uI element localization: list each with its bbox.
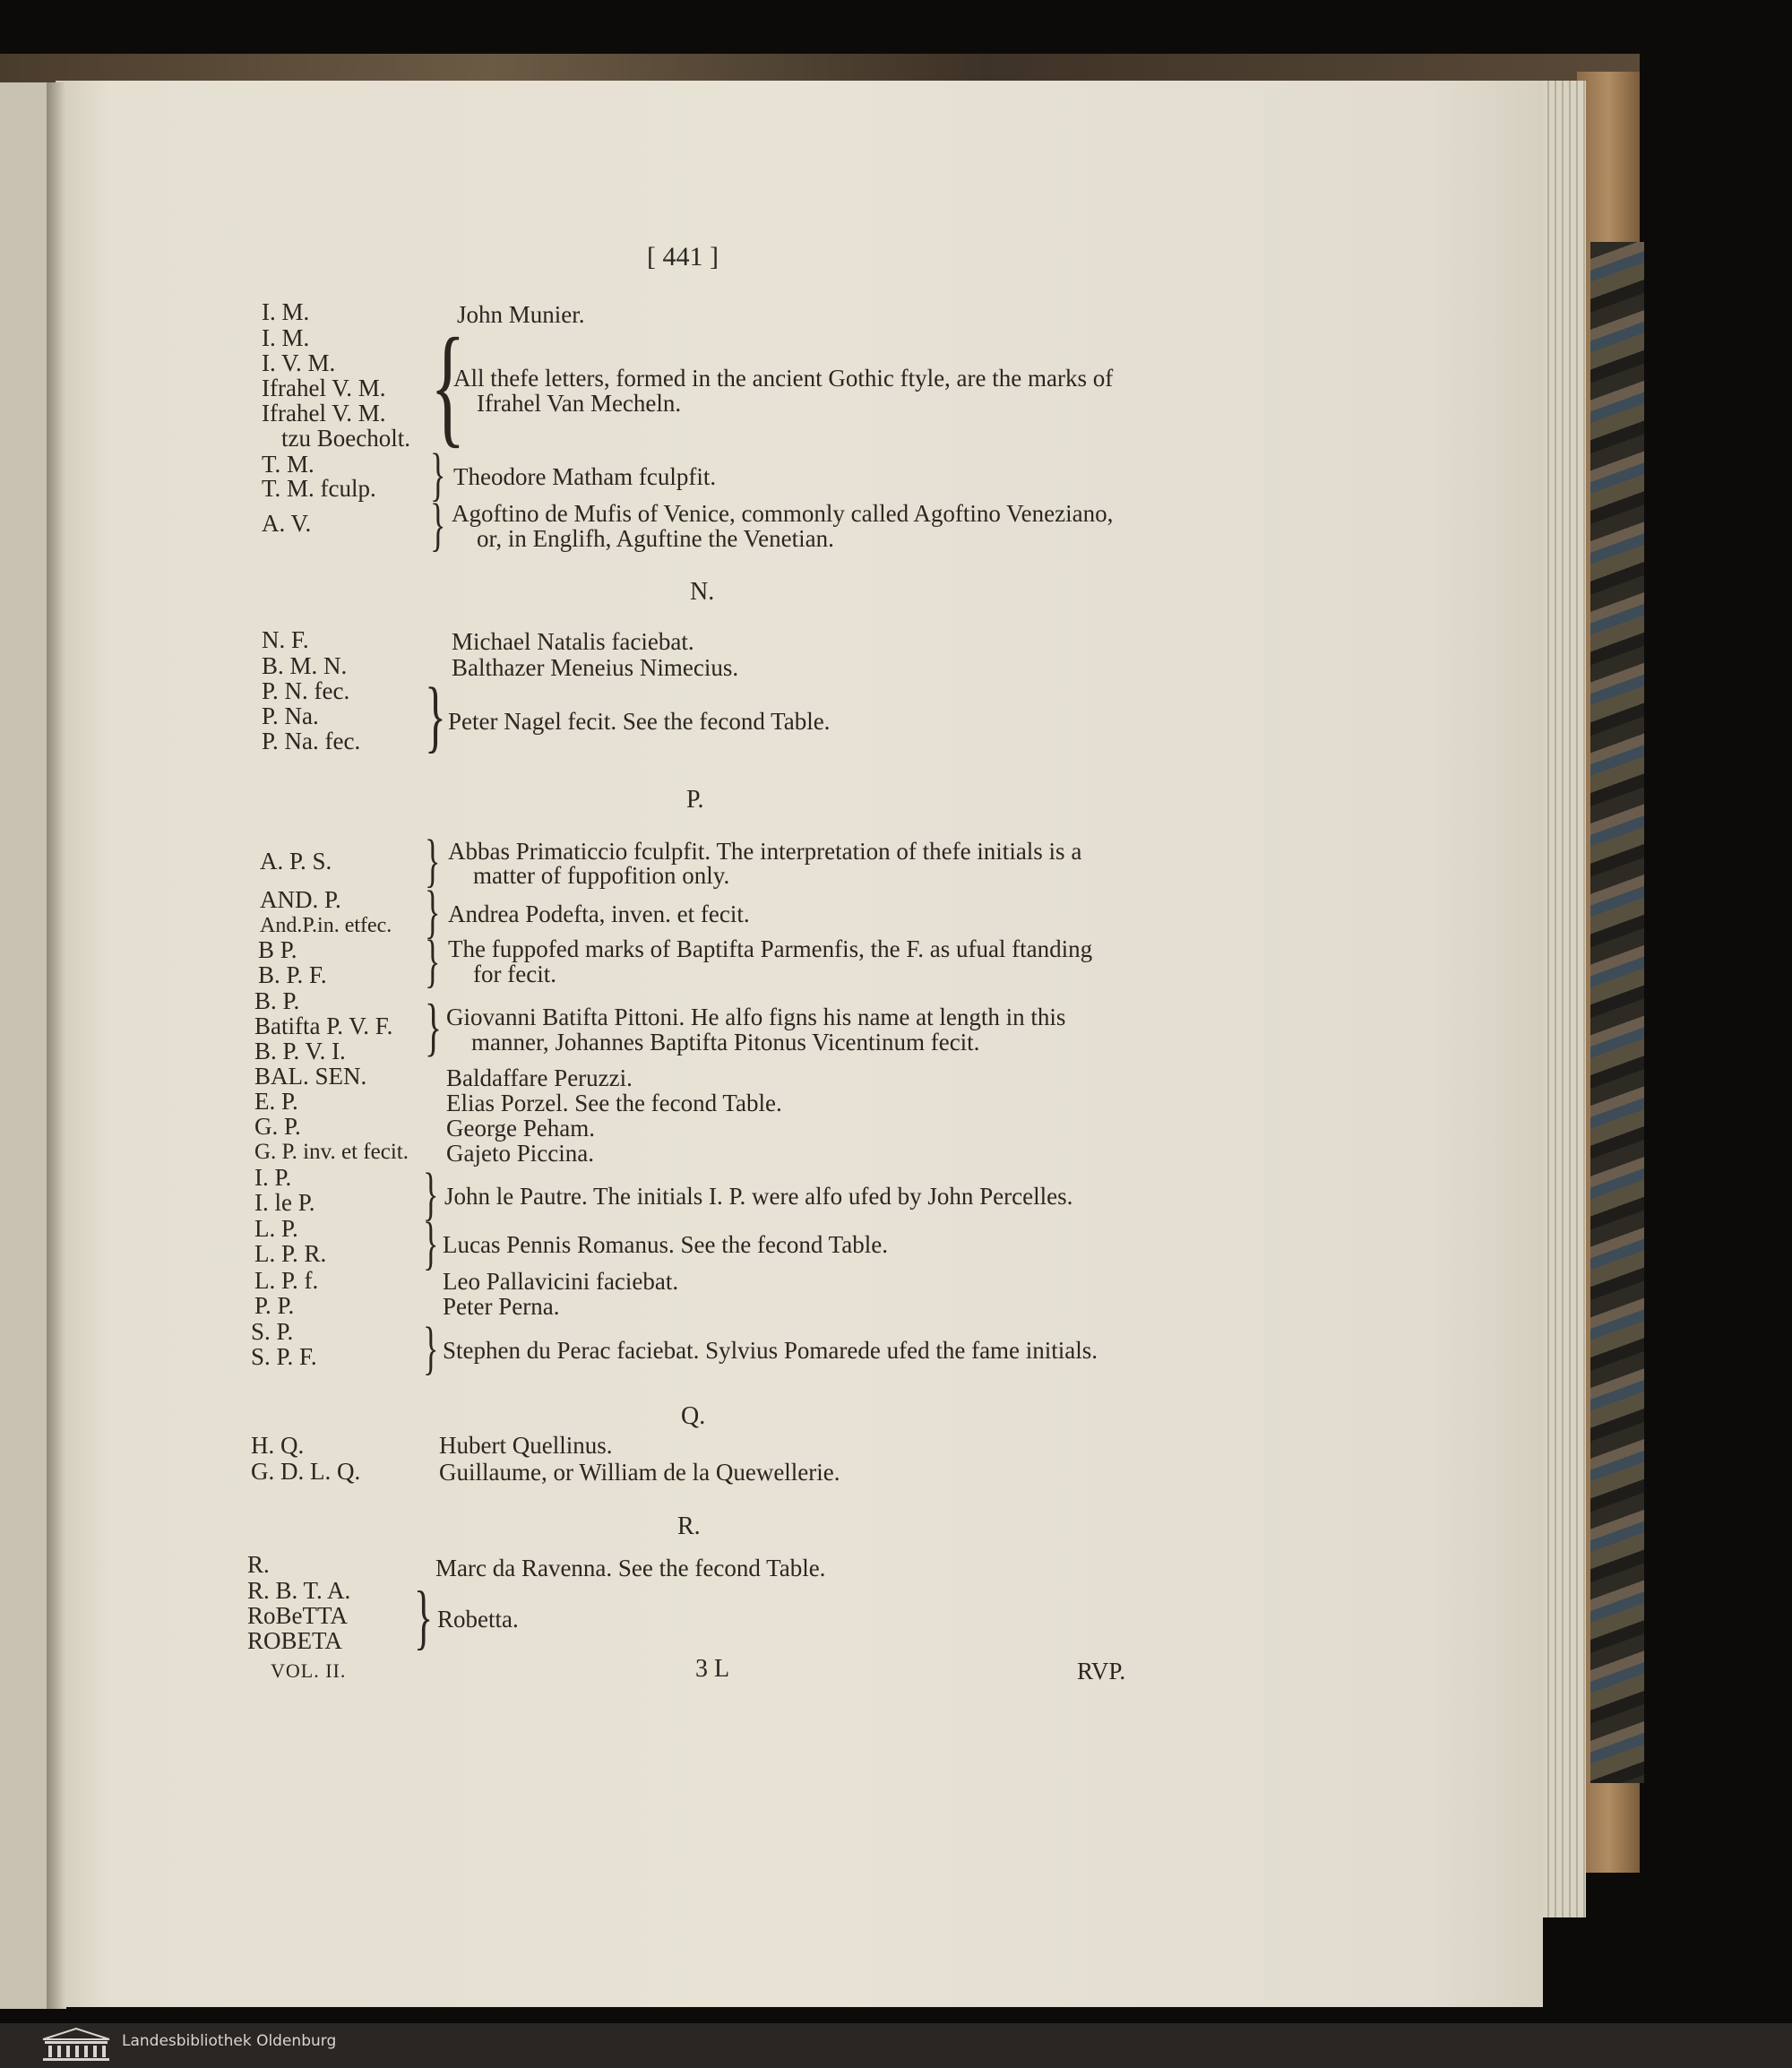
entry-text: John le Pautre. The initials I. P. were alfo ufed by John Percelles. <box>444 1183 1073 1210</box>
page-number: [ 441 ] <box>647 242 719 271</box>
mark: L. P. f. <box>254 1267 319 1294</box>
curly-brace: } <box>425 828 441 893</box>
entry-text: Guillaume, or William de la Quewellerie. <box>439 1459 840 1486</box>
entry-text: George Peham. <box>446 1115 595 1142</box>
mark: B. P. F. <box>258 961 327 988</box>
mark: I. V. M. <box>262 349 336 376</box>
mark: R. B. T. A. <box>247 1577 351 1604</box>
curly-brace: } <box>423 1315 439 1381</box>
entry-text: or, in Englifh, Aguftine the Venetian. <box>477 525 834 552</box>
mark: R. <box>247 1551 270 1578</box>
section-heading-p: P. <box>686 786 704 814</box>
mark: B. M. N. <box>262 652 348 679</box>
entry-text: Michael Natalis faciebat. <box>452 628 694 655</box>
mark: A. V. <box>262 510 312 537</box>
mark: I. M. <box>262 324 310 351</box>
section-heading-n: N. <box>690 578 715 606</box>
mark: L. P. <box>254 1215 298 1242</box>
mark: Ifrahel V. M. <box>262 375 386 401</box>
mark: T. M. <box>262 451 314 478</box>
mark: S. P. F. <box>251 1343 317 1370</box>
entry-text: All thefe letters, formed in the ancient Gothic ftyle, are the marks of <box>453 365 1114 392</box>
mark: N. F. <box>262 626 309 653</box>
mark: G. D. L. Q. <box>251 1458 361 1485</box>
mark: A. P. S. <box>260 848 332 875</box>
mark: ROBETA <box>247 1627 342 1654</box>
curly-brace: } <box>425 672 446 761</box>
entry-text: Lucas Pennis Romanus. See the fecond Table. <box>443 1231 888 1258</box>
mark: B P. <box>258 936 297 963</box>
curly-brace: } <box>425 928 441 994</box>
mark: L. P. R. <box>254 1240 327 1267</box>
mark: P. Na. fec. <box>262 728 361 754</box>
mark: Ifrahel V. M. <box>262 400 386 427</box>
mark: S. P. <box>251 1318 294 1345</box>
curly-brace: } <box>430 492 446 557</box>
entry-text: The fuppofed marks of Baptifta Parmenfis, the F. as ufual ftanding <box>448 935 1093 962</box>
entry-text: Gajeto Piccina. <box>446 1140 594 1167</box>
curly-brace: { <box>430 311 466 460</box>
mark: BAL. SEN. <box>254 1063 367 1090</box>
curly-brace: } <box>423 1211 439 1276</box>
mark: E. P. <box>254 1088 298 1115</box>
mark: tzu Boecholt. <box>281 425 410 452</box>
mark: Batifta P. V. F. <box>254 1012 393 1039</box>
entry-text: Stephen du Perac faciebat. Sylvius Pomarede ufed the fame initials. <box>443 1337 1098 1364</box>
entry-text: Peter Nagel fecit. See the fecond Table. <box>448 708 831 735</box>
section-heading-r: R. <box>677 1512 701 1540</box>
curly-brace: } <box>430 442 446 507</box>
catchword: RVP. <box>1077 1658 1126 1685</box>
mark: P. P. <box>254 1292 295 1319</box>
mark: B. P. <box>254 987 300 1014</box>
entry-text: matter of fuppofition only. <box>473 862 730 889</box>
mark: I. le P. <box>254 1189 315 1216</box>
page-gutter <box>47 82 66 2009</box>
entry-text: Leo Pallavicini faciebat. <box>443 1268 679 1295</box>
entry-text: Abbas Primaticcio fculpfit. The interpretation of thefe initials is a <box>448 838 1082 865</box>
mark: H. Q. <box>251 1432 305 1459</box>
entry-text: Robetta. <box>437 1606 519 1633</box>
entry-text: Hubert Quellinus. <box>439 1432 613 1459</box>
entry-text: for fecit. <box>473 961 556 987</box>
section-heading-q: Q. <box>681 1402 706 1430</box>
library-logo-icon <box>39 2027 113 2063</box>
entry-text: Elias Porzel. See the fecond Table. <box>446 1090 782 1116</box>
entry-text: Marc da Ravenna. See the fecond Table. <box>435 1555 826 1581</box>
mark: P. N. fec. <box>262 677 350 704</box>
entry-text: Ifrahel Van Mecheln. <box>477 390 682 417</box>
volume-label: VOL. II. <box>271 1659 347 1682</box>
mark: I. M. <box>262 298 310 325</box>
entry-text: Baldaffare Peruzzi. <box>446 1064 633 1091</box>
entry-text: John Munier. <box>457 301 585 328</box>
mark: G. P. inv. et fecit. <box>254 1140 409 1164</box>
entry-text: Agoftino de Mufis of Venice, commonly called Agoftino Veneziano, <box>452 500 1114 527</box>
mark: RoBeTTA <box>247 1602 348 1629</box>
mark: P. Na. <box>262 702 319 729</box>
entry-text: Balthazer Meneius Nimecius. <box>452 654 739 681</box>
curly-brace: } <box>423 1161 439 1227</box>
curly-brace: } <box>425 991 443 1063</box>
mark: G. P. <box>254 1113 301 1140</box>
entry-text: Peter Perna. <box>443 1293 560 1320</box>
mark: AND. P. <box>260 886 341 913</box>
curly-brace: } <box>425 879 441 944</box>
marbled-cover <box>1590 242 1644 1783</box>
entry-text: Andrea Podefta, inven. et fecit. <box>448 900 750 927</box>
curly-brace: } <box>414 1578 434 1657</box>
entry-text: manner, Johannes Baptifta Pitonus Vicentinum fecit. <box>471 1029 980 1056</box>
mark: And.P.in. etfec. <box>260 914 392 937</box>
mark: T. M. fculp. <box>262 475 376 502</box>
signature-mark: 3 L <box>695 1655 730 1683</box>
entry-text: Giovanni Batifta Pittoni. He alfo figns his name at length in this <box>446 1004 1066 1030</box>
mark: I. P. <box>254 1164 292 1191</box>
library-name: Landesbibliothek Oldenburg <box>122 2032 337 2050</box>
entry-text: Theodore Matham fculpfit. <box>453 463 717 490</box>
mark: B. P. V. I. <box>254 1038 346 1064</box>
